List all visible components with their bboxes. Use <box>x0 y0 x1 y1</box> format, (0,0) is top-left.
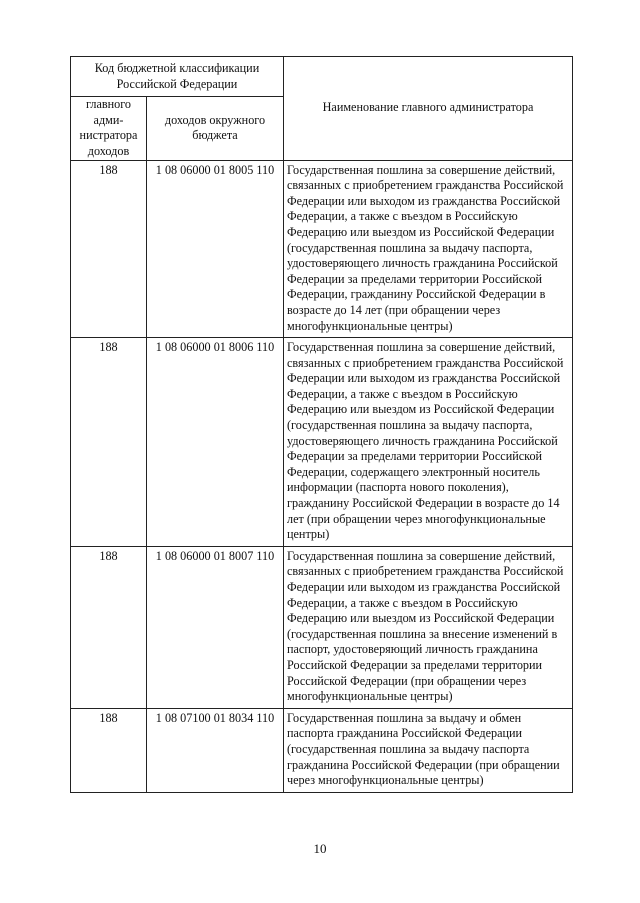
budget-classification-table <box>70 56 573 793</box>
header-administrator-name: Наименование главного администратора <box>284 57 573 161</box>
table-row <box>71 546 573 708</box>
revenue-code-cell: 1 08 07100 01 8034 110 <box>147 708 284 792</box>
administrator-name-cell: Государственная пошлина за совершение действий, связанных с приобретением гражданства Российской Федерации или выходом из гражданства Российской Федерации, а также с въездом в Российскую Федерацию или выездом из Российской Федерации (государственная пошлина за выдачу паспорта, удостоверяющего личность гражданина Российской Федерации за пределами территории Российской Федерации, гражданину Российской Федерации в возрасте до 14 лет (при обращении через многофункциональные центры) <box>284 160 573 338</box>
administrator-name-cell: Государственная пошлина за выдачу и обмен паспорта гражданина Российской Федерации (государственная пошлина за выдачу паспорта гражданина Российской Федерации (при обращении через многофункциональные центры) <box>284 708 573 792</box>
page-number: 10 <box>313 841 327 856</box>
administrator-code-cell: 188 <box>71 338 147 547</box>
table-row <box>71 160 573 338</box>
table-row <box>71 708 573 792</box>
revenue-code-cell: 1 08 06000 01 8006 110 <box>147 338 284 547</box>
header-budget-classification-code: Код бюджетной классификации Российской Федерации <box>71 57 284 97</box>
header-district-budget-revenue: доходов окружного бюджета <box>147 97 284 160</box>
administrator-code-cell: 188 <box>71 708 147 792</box>
table-header-row <box>71 57 573 97</box>
revenue-code-cell: 1 08 06000 01 8007 110 <box>147 546 284 708</box>
administrator-name-cell: Государственная пошлина за совершение действий, связанных с приобретением гражданства Российской Федерации или выходом из гражданства Российской Федерации, а также с въездом в Российскую Федерацию или выездом из Российской Федерации (государственная пошлина за выдачу паспорта, удостоверяющего личность гражданина Российской Федерации за пределами территории Российской Федерации, содержащего электронный носитель информации (паспорта нового поколения), гражданину Российской Федерации в возрасте до 14 лет (при обращении через многофункциональные центры) <box>284 338 573 547</box>
header-main-administrator: главного адми-нистратора доходов <box>71 97 147 160</box>
administrator-code-cell: 188 <box>71 160 147 338</box>
administrator-code-cell: 188 <box>71 546 147 708</box>
table-row <box>71 338 573 547</box>
revenue-code-cell: 1 08 06000 01 8005 110 <box>147 160 284 338</box>
administrator-name-cell: Государственная пошлина за совершение действий, связанных с приобретением гражданства Российской Федерации или выходом из гражданства Российской Федерации, а также с въездом в Российскую Федерацию или выездом из Российской Федерации (государственная пошлина за внесение изменений в паспорт, удостоверяющий личность гражданина Российской Федерации за пределами территории Российской Федерации (при обращении через многофункциональные центры) <box>284 546 573 708</box>
